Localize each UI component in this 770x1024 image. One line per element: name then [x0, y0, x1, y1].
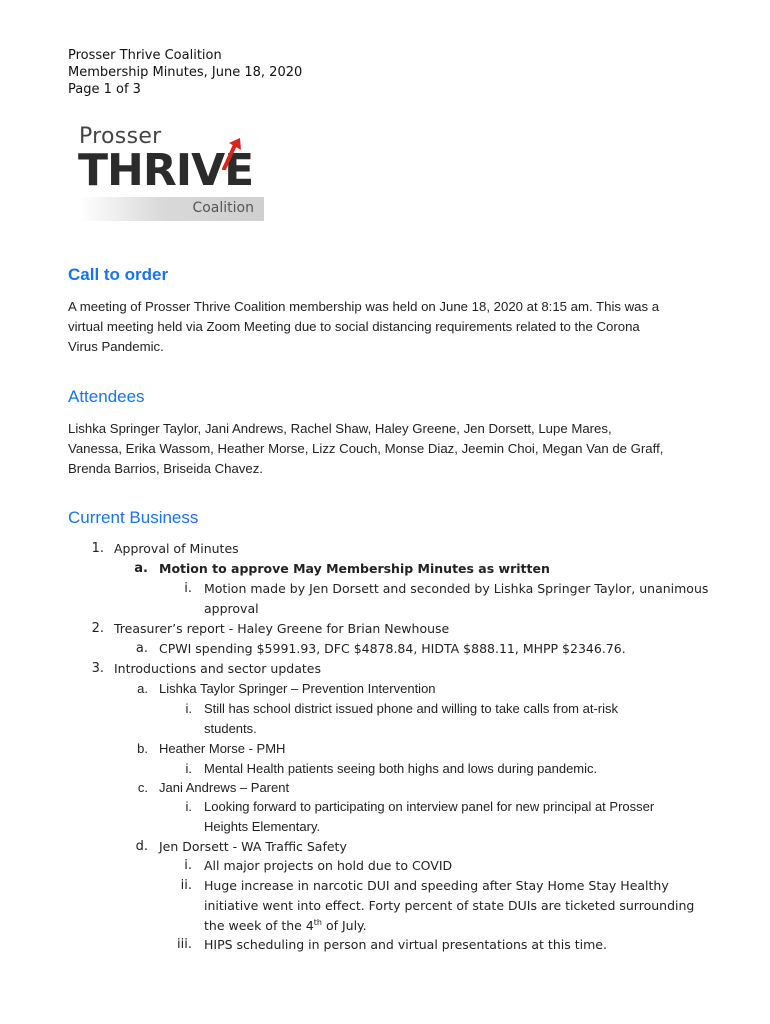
- logo-thrive-text: THRIVE: [78, 145, 254, 196]
- list-item: Motion to approve May Membership Minutes as written: [159, 561, 550, 576]
- list-letter: c.: [137, 780, 148, 795]
- list-letter: d.: [135, 839, 148, 854]
- list-item: HIPS scheduling in person and virtual presentations at this time.: [204, 937, 607, 952]
- call-to-order-paragraph: A meeting of Prosser Thrive Coalition membership was held on June 18, 2020 at 8:15 am. This was a virtual meeting held via Zoom Meeting due to social distancing requirements related to the Corona Virus Pandemic.: [68, 299, 660, 354]
- list-number: 2.: [91, 621, 104, 636]
- list-roman: ii.: [180, 878, 192, 893]
- list-roman: i.: [184, 581, 192, 596]
- list-item: Introductions and sector updates: [114, 661, 321, 676]
- logo-prosser-text: Prosser: [79, 124, 162, 149]
- logo-coalition-text: Coalition: [192, 200, 254, 216]
- list-item: Looking forward to participating on interview panel for new principal at Prosser: [204, 799, 655, 814]
- list-number: 1.: [91, 541, 104, 556]
- list-item: Huge increase in narcotic DUI and speeding after Stay Home Stay Healthy: [204, 878, 669, 893]
- list-letter: b.: [137, 741, 148, 756]
- page-header: [68, 47, 302, 98]
- org-name: Prosser Thrive Coalition: [144, 299, 286, 314]
- attendees-list: Lishka Springer Taylor, Jani Andrews, Rachel Shaw, Haley Greene, Jen Dorsett, Lupe Mares, Vanessa, Erika Wassom, Heather Morse, Lizz Couch, Monse Diaz, Jeemin Choi, Megan Van de Graff, Brenda Barrios, Briseida Chavez.: [68, 421, 664, 476]
- prosser-thrive-logo: [78, 124, 268, 224]
- header-doc-title: Membership Minutes, June 18, 2020: [68, 65, 303, 80]
- list-item: CPWI spending $5991.93, DFC $4878.84, HIDTA $888.11, MHPP $2346.76.: [159, 641, 626, 656]
- list-roman: i.: [185, 701, 192, 716]
- current-business-heading: Current Business: [68, 508, 199, 527]
- attendees-heading: Attendees: [68, 387, 145, 406]
- list-item-continued: students.: [204, 721, 257, 736]
- logo-coalition-band: [79, 197, 264, 221]
- call-to-order-heading: Call to order: [68, 265, 169, 284]
- header-org: Prosser Thrive Coalition: [68, 48, 222, 63]
- list-roman: i.: [184, 858, 192, 873]
- list-item: Lishka Taylor Springer – Prevention Intervention: [159, 681, 436, 696]
- list-item-continued: Heights Elementary.: [204, 819, 321, 834]
- list-item: Motion made by Jen Dorsett and seconded by Lishka Springer Taylor, unanimous: [204, 581, 709, 596]
- logo-arrow-icon: [221, 136, 247, 170]
- list-letter: a.: [137, 681, 148, 696]
- list-item: Still has school district issued phone and willing to take calls from at-risk: [204, 701, 619, 716]
- list-item: All major projects on hold due to COVID: [204, 858, 453, 873]
- list-item-continued: initiative went into effect. Forty percent of state DUIs are ticketed surrounding: [204, 898, 695, 913]
- list-item: Approval of Minutes: [114, 541, 239, 556]
- list-roman: i.: [185, 799, 192, 814]
- list-item: Jen Dorsett - WA Traffic Safety: [159, 839, 347, 854]
- list-roman: iii.: [177, 937, 192, 952]
- list-item-continued: the week of the 4th of July.: [204, 917, 367, 933]
- list-item: Treasurer’s report - Haley Greene for Brian Newhouse: [114, 621, 450, 636]
- list-item-continued: approval: [204, 601, 259, 616]
- list-letter: a.: [135, 641, 148, 656]
- header-page-number: Page 1 of 3: [68, 82, 141, 97]
- list-letter: a.: [134, 561, 148, 576]
- list-roman: i.: [185, 761, 192, 776]
- list-number: 3.: [91, 661, 104, 676]
- list-item: Heather Morse - PMH: [159, 741, 286, 756]
- list-item: Mental Health patients seeing both highs and lows during pandemic.: [204, 761, 598, 776]
- list-item: Jani Andrews – Parent: [159, 780, 290, 795]
